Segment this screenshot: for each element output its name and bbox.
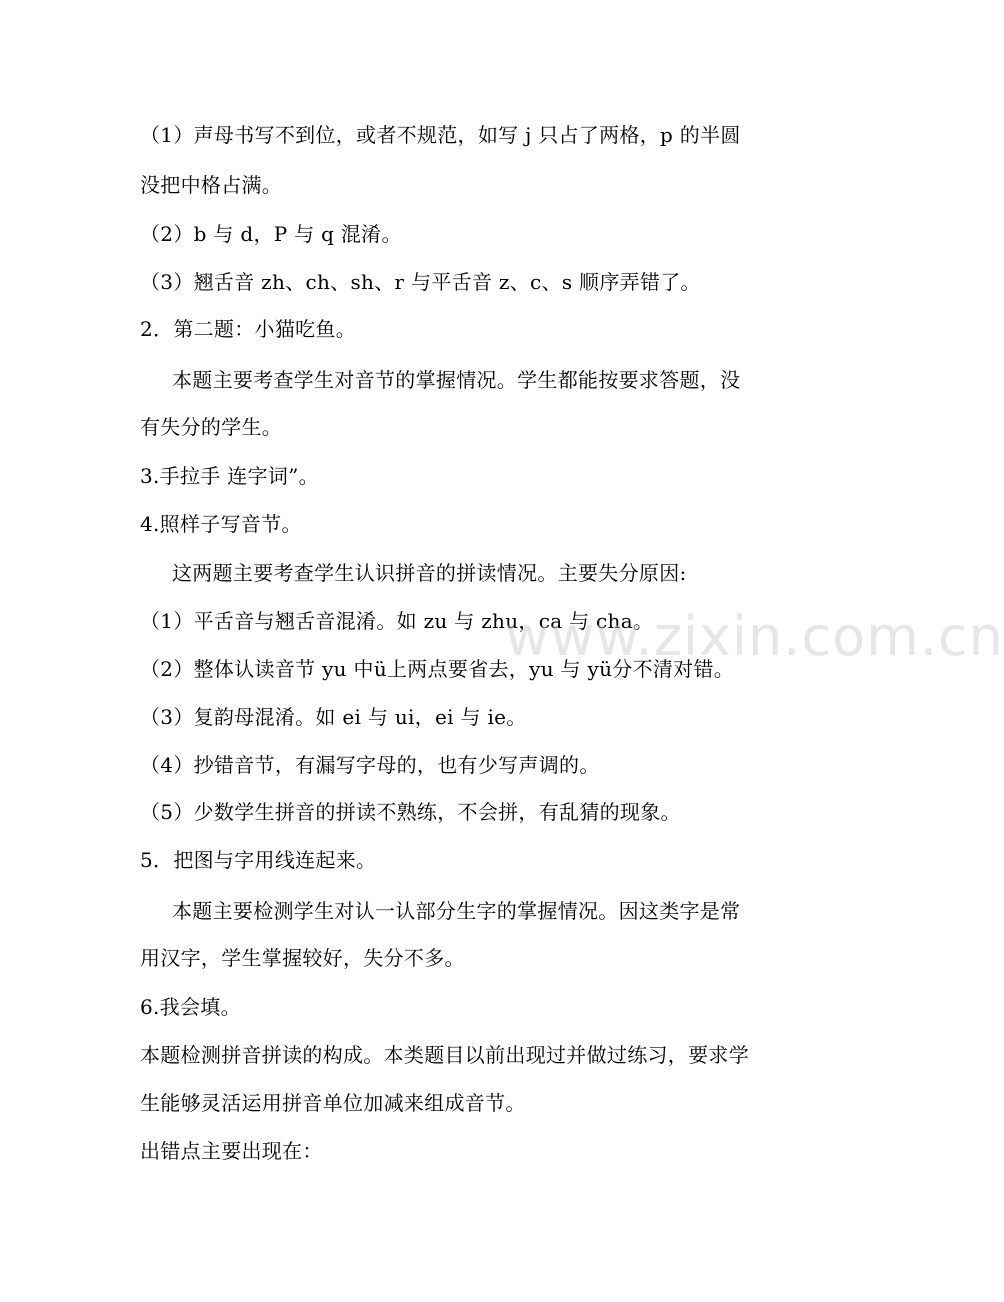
text-line: 本题主要检测学生对认一认部分生字的掌握情况。因这类字是常 bbox=[172, 899, 741, 923]
text-line: （1）平舌音与翘舌音混淆。如 zu 与 zhu，ca 与 cha。 bbox=[140, 609, 654, 633]
text-line: 本题主要考查学生对音节的掌握情况。学生都能按要求答题，没 bbox=[172, 368, 741, 392]
text-line: （3）复韵母混淆。如 ei 与 ui，ei 与 ie。 bbox=[140, 705, 527, 729]
text-line: 生能够灵活运用拼音单位加减来组成音节。 bbox=[140, 1091, 526, 1115]
text-line: 出错点主要出现在： bbox=[140, 1139, 323, 1163]
text-line: （3）翘舌音 zh、ch、sh、r 与平舌音 z、c、s 顺序弄错了。 bbox=[140, 270, 701, 294]
text-line: 有失分的学生。 bbox=[140, 415, 283, 439]
text-line: 本题检测拼音拼读的构成。本类题目以前出现过并做过练习，要求学 bbox=[140, 1043, 749, 1067]
text-line: （2）b 与 d，P 与 q 混淆。 bbox=[140, 222, 402, 246]
section-heading: 2．第二题：小猫吃鱼。 bbox=[140, 317, 357, 341]
text-line: 这两题主要考查学生认识拼音的拼读情况。主要失分原因: bbox=[172, 561, 687, 585]
section-heading: 5．把图与字用线连起来。 bbox=[140, 848, 377, 872]
text-line: 没把中格占满。 bbox=[140, 173, 283, 197]
section-heading: 3.手拉手 连字词”。 bbox=[140, 464, 319, 488]
section-heading: 6.我会填。 bbox=[140, 995, 241, 1019]
text-line: （2）整体认读音节 yu 中ü上两点要省去，yu 与 yü分不清对错。 bbox=[140, 657, 735, 681]
text-line: 用汉字，学生掌握较好，失分不多。 bbox=[140, 946, 465, 970]
text-line: （5）少数学生拼音的拼读不熟练，不会拼，有乱猜的现象。 bbox=[140, 800, 681, 824]
text-line: （4）抄错音节，有漏写字母的，也有少写声调的。 bbox=[140, 753, 600, 777]
text-line: （1）声母书写不到位，或者不规范，如写 j 只占了两格，p 的半圆 bbox=[140, 123, 741, 147]
section-heading: 4.照样子写音节。 bbox=[140, 512, 302, 536]
watermark: www.zixin.com.cn bbox=[505, 605, 1004, 668]
